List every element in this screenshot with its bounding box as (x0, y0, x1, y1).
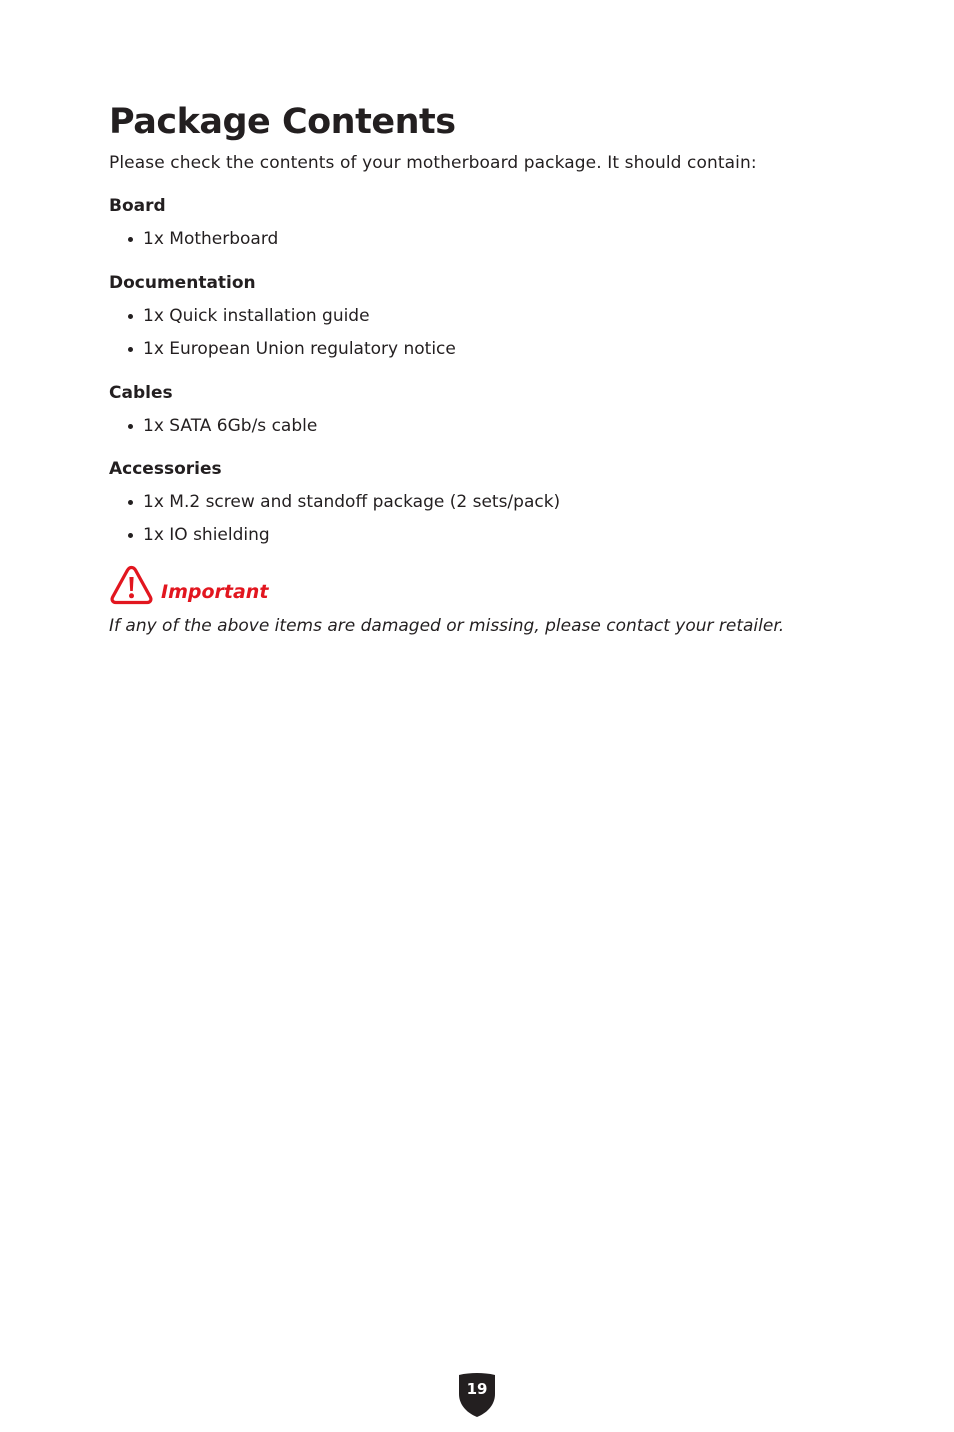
section-accessories (109, 457, 560, 556)
list-item: 1x M.2 screw and standoff package (2 sets/pack) (109, 490, 560, 514)
section-heading: Board (109, 196, 166, 216)
section-board (109, 194, 278, 260)
list-item: 1x Quick installation guide (109, 304, 456, 328)
section-heading: Cables (109, 383, 173, 403)
important-callout (109, 562, 268, 606)
intro-text: Please check the contents of your motherboard package. It should contain: (109, 153, 757, 173)
section-cables (109, 381, 317, 447)
list-item: 1x Motherboard (109, 227, 278, 251)
item-list (109, 227, 278, 251)
item-list (109, 490, 560, 547)
list-item: 1x IO shielding (109, 523, 560, 547)
list-item: 1x European Union regulatory notice (109, 337, 456, 361)
important-label: Important (161, 581, 269, 603)
page-title: Package Contents (109, 102, 456, 142)
page-number-badge (458, 1372, 496, 1418)
warning-icon (109, 564, 154, 606)
important-note: If any of the above items are damaged or missing, please contact your retailer. (109, 616, 785, 636)
item-list (109, 414, 317, 438)
section-documentation (109, 271, 456, 370)
item-list (109, 304, 456, 361)
page-number: 19 (466, 1380, 488, 1398)
list-item: 1x SATA 6Gb/s cable (109, 414, 317, 438)
section-heading: Documentation (109, 273, 256, 293)
section-heading: Accessories (109, 459, 222, 479)
